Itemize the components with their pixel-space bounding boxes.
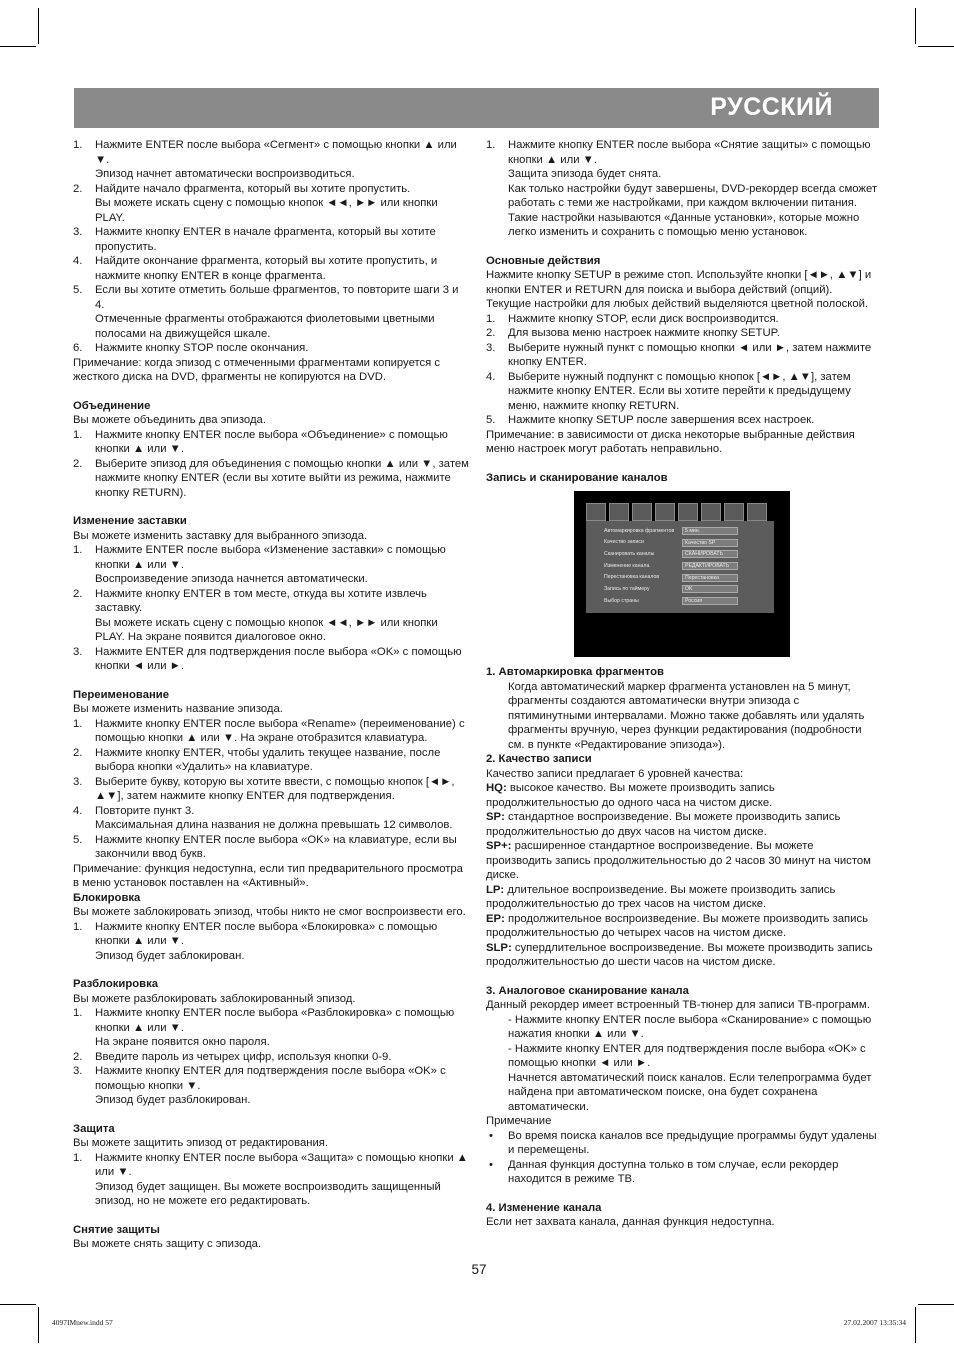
step-text: Нажмите кнопку ENTER, чтобы удалить текущее название, после выбора кнопки «Удалить» на клавиатуре. — [95, 746, 441, 773]
step-continuation: Эпизод будет заблокирован. — [95, 949, 245, 962]
step-item — [486, 138, 880, 167]
step-continuation: Защита эпизода будет снята. — [508, 168, 662, 180]
menu-row-label: Автомаркировка фрагментов — [604, 527, 675, 534]
section-title-lock: Блокировка — [73, 891, 141, 904]
bullet-icon: • — [489, 1158, 493, 1171]
section-title-basic: Основные действия — [486, 254, 601, 267]
scan-note-text: Данная функция доступна только в том случае, если рекордер находится в режиме ТВ. — [508, 1158, 839, 1185]
step-number: 2. — [73, 182, 83, 195]
step-continuation: Максимальная длина названия не должна превышать 12 символов. — [95, 819, 453, 831]
crop-mark — [0, 46, 36, 47]
quality-description: расширенное стандартное воспроизведение. Вы можете производить запись продолжительностью до 2 часов 30 минут на чистом диске. — [486, 840, 871, 881]
step-number: 1. — [73, 920, 83, 933]
menu-tab-icon — [586, 503, 606, 521]
step-number: 5. — [486, 414, 496, 426]
step-text: Если вы хотите отметить больше фрагментов, то повторите шаги 3 и 4. — [95, 284, 459, 311]
menu-row-label: Выбор страны — [604, 597, 639, 604]
menu-row-value: 5 мин. — [682, 527, 738, 535]
step-number: 3. — [486, 341, 496, 354]
step-text: Нажмите кнопку ENTER после выбора «Снятие защиты» с помощью кнопки ▲ или ▼. — [508, 139, 871, 166]
step-number: 2. — [73, 1050, 83, 1063]
crop-mark — [0, 1304, 36, 1305]
quality-description: супердлительное воспроизведение. Вы можете производить запись продолжительностью до шести часов на чистом диске. — [486, 941, 873, 968]
step-item — [486, 326, 880, 341]
section-title-quality: 2. Качество записи — [486, 753, 592, 765]
step-item — [73, 225, 469, 254]
step-number: 4. — [73, 804, 83, 817]
step-text: Нажмите кнопку ENTER после выбора «Rename» (переименование) с помощью кнопки ▲ или ▼. На экране отобразится клавиатура. — [95, 717, 465, 744]
quality-list — [486, 781, 880, 970]
step-item — [73, 543, 469, 572]
step-text: Нажмите кнопку ENTER в начале фрагмента, который вы хотите пропустить. — [95, 226, 436, 253]
menu-row-value: СКАНИРОВАТЬ — [682, 550, 738, 558]
paragraph: Вы можете изменить заставку для выбранного эпизода. — [73, 529, 368, 542]
step-number: 3. — [73, 1065, 83, 1077]
automark-text: Когда автоматический маркер фрагмента установлен на 5 минут, фрагменты создаются автоматически внутри эпизода с пятиминутными интервалами. Можно также добавлять или удалять фрагменты вручную, через функции редактирования (подробности см. в пункте «Редактирование эпизода»). — [508, 680, 865, 751]
step-number: 1. — [73, 428, 83, 441]
step-item — [73, 804, 469, 819]
step-text: Для вызова меню настроек нажмите кнопку SETUP. — [508, 327, 780, 339]
lock-steps — [73, 905, 469, 963]
setup-menu-panel — [586, 521, 774, 613]
step-text: Нажмите кнопку ENTER после выбора «Объединение» с помощью кнопки ▲ или ▼. — [95, 428, 448, 455]
step-number: 1. — [73, 139, 83, 151]
step-continuation: Отмеченные фрагменты отображаются фиолетовыми цветными полосами на движущейся шкале. — [95, 313, 435, 340]
menu-row-value: OK — [682, 585, 738, 593]
step-number: 2. — [73, 587, 83, 600]
step-continuation: Воспроизведение эпизода начнется автоматически. — [95, 573, 368, 585]
rename-steps — [73, 702, 469, 891]
step-number: 5. — [73, 833, 83, 846]
menu-tab-icon — [701, 503, 721, 521]
page-title: РУССКИЙ — [710, 93, 833, 121]
step-number: 1. — [73, 1151, 83, 1164]
step-text: Нажмите ENTER после выбора «Сегмент» с помощью кнопки ▲ или ▼. — [95, 139, 457, 166]
step-number: 4. — [73, 255, 83, 267]
menu-row-value: Качество SP — [682, 539, 738, 547]
step-item — [73, 182, 469, 197]
paragraph: Вы можете разблокировать заблокированный эпизод. — [73, 992, 356, 1005]
scan-steps — [486, 1013, 880, 1115]
section-title-recording: Запись и сканирование каналов — [486, 471, 668, 484]
step-number: 2. — [486, 327, 496, 339]
quality-description: продолжительное воспроизведение. Вы можете производить запись продолжительностью до четырех часов на чистом диске. — [486, 912, 869, 939]
step-number: 1. — [73, 1007, 83, 1019]
menu-row-label: Запись по таймеру — [604, 586, 650, 593]
step-text: Нажмите кнопку ENTER после выбора «Разблокировка» с помощью кнопки ▲ или ▼. — [95, 1007, 455, 1034]
step-item — [73, 587, 469, 616]
step-text: Выберите эпизод для объединения с помощью кнопки ▲ или ▼, затем нажмите кнопку ENTER (если вы хотите выйти из режима, нажмите кнопку RETURN). — [95, 457, 469, 499]
paragraph: Вы можете защитить эпизод от редактирования. — [73, 1137, 329, 1149]
step-text: Введите пароль из четырех цифр, используя кнопки 0-9. — [95, 1050, 392, 1063]
paragraph: Примечание: когда эпизод с отмеченными фрагментами копируется с жесткого диска на DVD, фрагменты не копируются на DVD. — [73, 356, 441, 383]
step-text: Найдите окончание фрагмента, который вы хотите пропустить, и нажмите кнопку ENTER в конце фрагмента. — [95, 255, 438, 282]
unprotect-steps — [73, 1237, 469, 1252]
step-text: Нажмите кнопку SETUP после завершения всех настроек. — [508, 414, 815, 426]
step-continuation: Эпизод начнет автоматически воспроизводиться. — [95, 168, 355, 180]
quality-item — [486, 781, 880, 810]
scan-step: Начнется автоматический поиск каналов. Если телепрограмма будет найдена при автоматическом поиске, она будет сохранена автоматически. — [508, 1071, 872, 1113]
step-text: Выберите букву, которую вы хотите ввести, с помощью кнопок [◄►, ▲▼], затем нажмите кнопку ENTER для подтверждения. — [95, 775, 455, 802]
step-number: 1. — [486, 312, 496, 325]
step-continuation: Вы можете искать сцену с помощью кнопок ◄◄, ►► или кнопки PLAY. — [95, 197, 438, 224]
quality-description: высокое качество. Вы можете производить запись продолжительностью до одного часа на чистом диске. — [486, 782, 775, 809]
quality-code: HQ: — [486, 782, 507, 794]
quality-code: SP: — [486, 811, 505, 823]
crop-mark — [915, 1307, 916, 1343]
step-text: Выберите нужный пункт с помощью кнопки ◄ или ►, затем нажмите кнопку ENTER. — [508, 341, 872, 368]
quality-code: SP+: — [486, 840, 512, 852]
step-item — [486, 312, 880, 327]
section-title-automark: 1. Автомаркировка фрагментов — [486, 666, 664, 678]
step-continuation: Эпизод будет защищен. Вы можете воспроизводить защищенный эпизод, но не можете его редактировать. — [95, 1180, 441, 1207]
step-number: 1. — [73, 717, 83, 730]
scan-step: - Нажмите кнопку ENTER после выбора «Сканирование» с помощью нажатия кнопки ▲ или ▼. — [508, 1013, 872, 1040]
step-text: Найдите начало фрагмента, который вы хотите пропустить. — [95, 182, 411, 195]
step-item — [73, 1050, 469, 1065]
quality-description: стандартное воспроизведение. Вы можете производить запись продолжительностью до двух часов на чистом диске. — [486, 811, 841, 838]
step-text: Нажмите кнопку ENTER после выбора «Блокировка» с помощью кнопки ▲ или ▼. — [95, 920, 438, 947]
step-text: Нажмите ENTER после выбора «Изменение заставки» с помощью кнопки ▲ или ▼. — [95, 544, 446, 571]
step-text: Нажмите кнопку ENTER после выбора «OK» на клавиатуре, если вы закончили ввод букв. — [95, 833, 457, 860]
crop-mark — [918, 1304, 954, 1305]
step-item — [486, 413, 880, 428]
step-text: Нажмите ENTER для подтверждения после выбора «OK» с помощью кнопки ◄ или ►. — [95, 645, 462, 672]
menu-tab-icon — [724, 503, 744, 521]
paragraph: Примечание: функция недоступна, если тип предварительного просмотра в меню установок поставлен на «Активный». — [73, 862, 463, 889]
step-number: 6. — [73, 342, 83, 354]
segment-steps — [73, 138, 469, 385]
footer-filename: 4097IMnew.indd 57 — [52, 1318, 113, 1327]
step-continuation: Как только настройки будут завершены, DVD-рекордер всегда сможет работать с теми же настройками, при каждом включении питания. Такие настройки называются «Данные установки», которые можно легко изменить и сохранить с помощью меню установок. — [508, 182, 878, 238]
step-text: Повторите пункт 3. — [95, 804, 195, 817]
step-item — [73, 341, 469, 356]
section-title-channel-edit: 4. Изменение канала — [486, 1201, 602, 1214]
setup-menu-icon-bar — [586, 503, 774, 521]
quality-description: длительное воспроизведение. Вы можете производить запись продолжительностью до трех часов на чистом диске. — [486, 883, 836, 910]
step-number: 3. — [73, 226, 83, 238]
menu-tab-icon — [632, 503, 652, 521]
step-text: Нажмите кнопку ENTER в том месте, откуда вы хотите извлечь заставку. — [95, 587, 427, 614]
page-number: 57 — [471, 1262, 487, 1277]
setup-menu-screenshot — [574, 491, 790, 657]
step-text: Выберите нужный подпункт с помощью кнопок [◄►, ▲▼], затем нажмите кнопку ENTER. Если вы хотите перейти к предыдущему меню, нажмите кнопку RETURN. — [508, 370, 851, 412]
scan-intro: Данный рекордер имеет встроенный ТВ-тюнер для записи ТВ-программ. — [486, 999, 870, 1011]
quality-item — [486, 883, 880, 912]
step-item — [73, 717, 469, 746]
crop-mark — [38, 1307, 39, 1343]
scan-note-item — [486, 1158, 880, 1187]
paragraph: Вы можете заблокировать эпизод, чтобы никто не смог воспроизвести его. — [73, 906, 466, 918]
section-title-protect: Защита — [73, 1122, 115, 1135]
section-title-unlock: Разблокировка — [73, 978, 159, 990]
menu-row-label: Сканировать каналы — [604, 550, 655, 557]
step-number: 2. — [73, 457, 83, 470]
quality-intro: Качество записи предлагает 6 уровней качества: — [486, 767, 744, 780]
unprotect-continued — [486, 138, 880, 240]
step-item — [73, 254, 469, 283]
step-item — [73, 1064, 469, 1093]
section-title-thumbnail: Изменение заставки — [73, 515, 187, 527]
scan-note-text: Во время поиска каналов все предыдущие программы будут удалены и перемещены. — [508, 1129, 877, 1156]
menu-tab-icon — [655, 503, 675, 521]
bullet-icon: • — [489, 1129, 493, 1142]
section-title-unprotect: Снятие защиты — [73, 1223, 160, 1236]
menu-row-value: Россия — [682, 597, 738, 605]
crop-mark — [915, 8, 916, 44]
quality-item — [486, 912, 880, 941]
quality-code: SLP: — [486, 941, 512, 954]
footer-timestamp: 27.02.2007 13:35:34 — [843, 1318, 906, 1327]
step-item — [73, 283, 469, 312]
step-number: 3. — [73, 645, 83, 658]
scan-note-label: Примечание — [486, 1115, 552, 1127]
section-title-rename: Переименование — [73, 688, 170, 701]
menu-row-value: РЕДАКТИРОВАТЬ — [682, 562, 738, 570]
header-bar — [74, 88, 879, 128]
unlock-steps — [73, 992, 469, 1108]
step-item — [73, 428, 469, 457]
step-item — [73, 920, 469, 949]
protect-steps — [73, 1136, 469, 1209]
step-continuation: На экране появится окно пароля. — [95, 1036, 270, 1048]
step-item — [486, 370, 880, 414]
quality-item — [486, 810, 880, 839]
menu-row — [586, 595, 774, 607]
paragraph: Вы можете снять защиту с эпизода. — [73, 1238, 262, 1250]
step-number: 4. — [486, 370, 496, 383]
step-item — [73, 1151, 469, 1180]
step-item — [73, 457, 469, 501]
crop-mark — [38, 8, 39, 44]
quality-item — [486, 839, 880, 883]
left-column — [73, 138, 469, 1252]
step-number: 2. — [73, 746, 83, 759]
paragraph: Вы можете объединить два эпизода. — [73, 414, 266, 426]
right-column — [486, 138, 880, 1230]
menu-row-label: Перестановка каналов — [604, 574, 660, 581]
step-item — [73, 833, 469, 862]
scan-notes — [486, 1129, 880, 1187]
scan-note-item — [486, 1129, 880, 1158]
step-item — [486, 341, 880, 370]
section-title-merge: Объединение — [73, 399, 151, 412]
merge-steps — [73, 413, 469, 500]
menu-tab-icon — [678, 503, 698, 521]
menu-tab-icon — [747, 503, 767, 521]
channel-edit-text: Если нет захвата канала, данная функция недоступна. — [486, 1216, 775, 1228]
step-item — [73, 746, 469, 775]
step-item — [73, 1006, 469, 1035]
crop-mark — [918, 46, 954, 47]
menu-row-value: Перестановка — [682, 574, 738, 582]
paragraph: Примечание: в зависимости от диска некоторые выбранные действия меню настроек могут работать неправильно. — [486, 428, 855, 455]
step-text: Нажмите кнопку ENTER для подтверждения после выбора «OK» с помощью кнопки ▼. — [95, 1065, 446, 1092]
step-number: 1. — [486, 139, 496, 151]
step-text: Нажмите кнопку STOP, если диск воспроизводится. — [508, 312, 779, 325]
step-item — [73, 645, 469, 674]
step-continuation: Вы можете искать сцену с помощью кнопок ◄◄, ►► или кнопки PLAY. На экране появится диалоговое окно. — [95, 616, 438, 643]
step-item — [73, 775, 469, 804]
menu-row-label: Изменение канала — [604, 562, 650, 569]
paragraph: Вы можете изменить название эпизода. — [73, 703, 283, 715]
step-number: 3. — [73, 775, 83, 788]
step-continuation: Эпизод будет разблокирован. — [95, 1094, 251, 1106]
quality-item — [486, 941, 880, 970]
menu-tab-icon — [609, 503, 629, 521]
step-text: Нажмите кнопку ENTER после выбора «Защита» с помощью кнопки ▲ или ▼. — [95, 1151, 468, 1178]
scan-step: - Нажмите кнопку ENTER для подтверждения после выбора «OK» с помощью кнопки ◄ или ►. — [508, 1042, 866, 1069]
basic-steps — [486, 268, 880, 457]
step-number: 5. — [73, 284, 83, 296]
step-item — [73, 138, 469, 167]
quality-code: LP: — [486, 883, 505, 896]
section-title-scan: 3. Аналоговое сканирование канала — [486, 984, 689, 997]
thumbnail-steps — [73, 529, 469, 674]
paragraph: Нажмите кнопку SETUP в режиме стоп. Используйте кнопки [◄►, ▲▼] и кнопки ENTER и RETURN для поиска и выбора действий (опций). Текущие настройки для любых действий выделяются цветной полоской. — [486, 269, 872, 310]
menu-row-label: Качество записи — [604, 539, 644, 546]
step-text: Нажмите кнопку STOP после окончания. — [95, 342, 309, 354]
quality-code: EP: — [486, 912, 505, 925]
step-number: 1. — [73, 544, 83, 556]
